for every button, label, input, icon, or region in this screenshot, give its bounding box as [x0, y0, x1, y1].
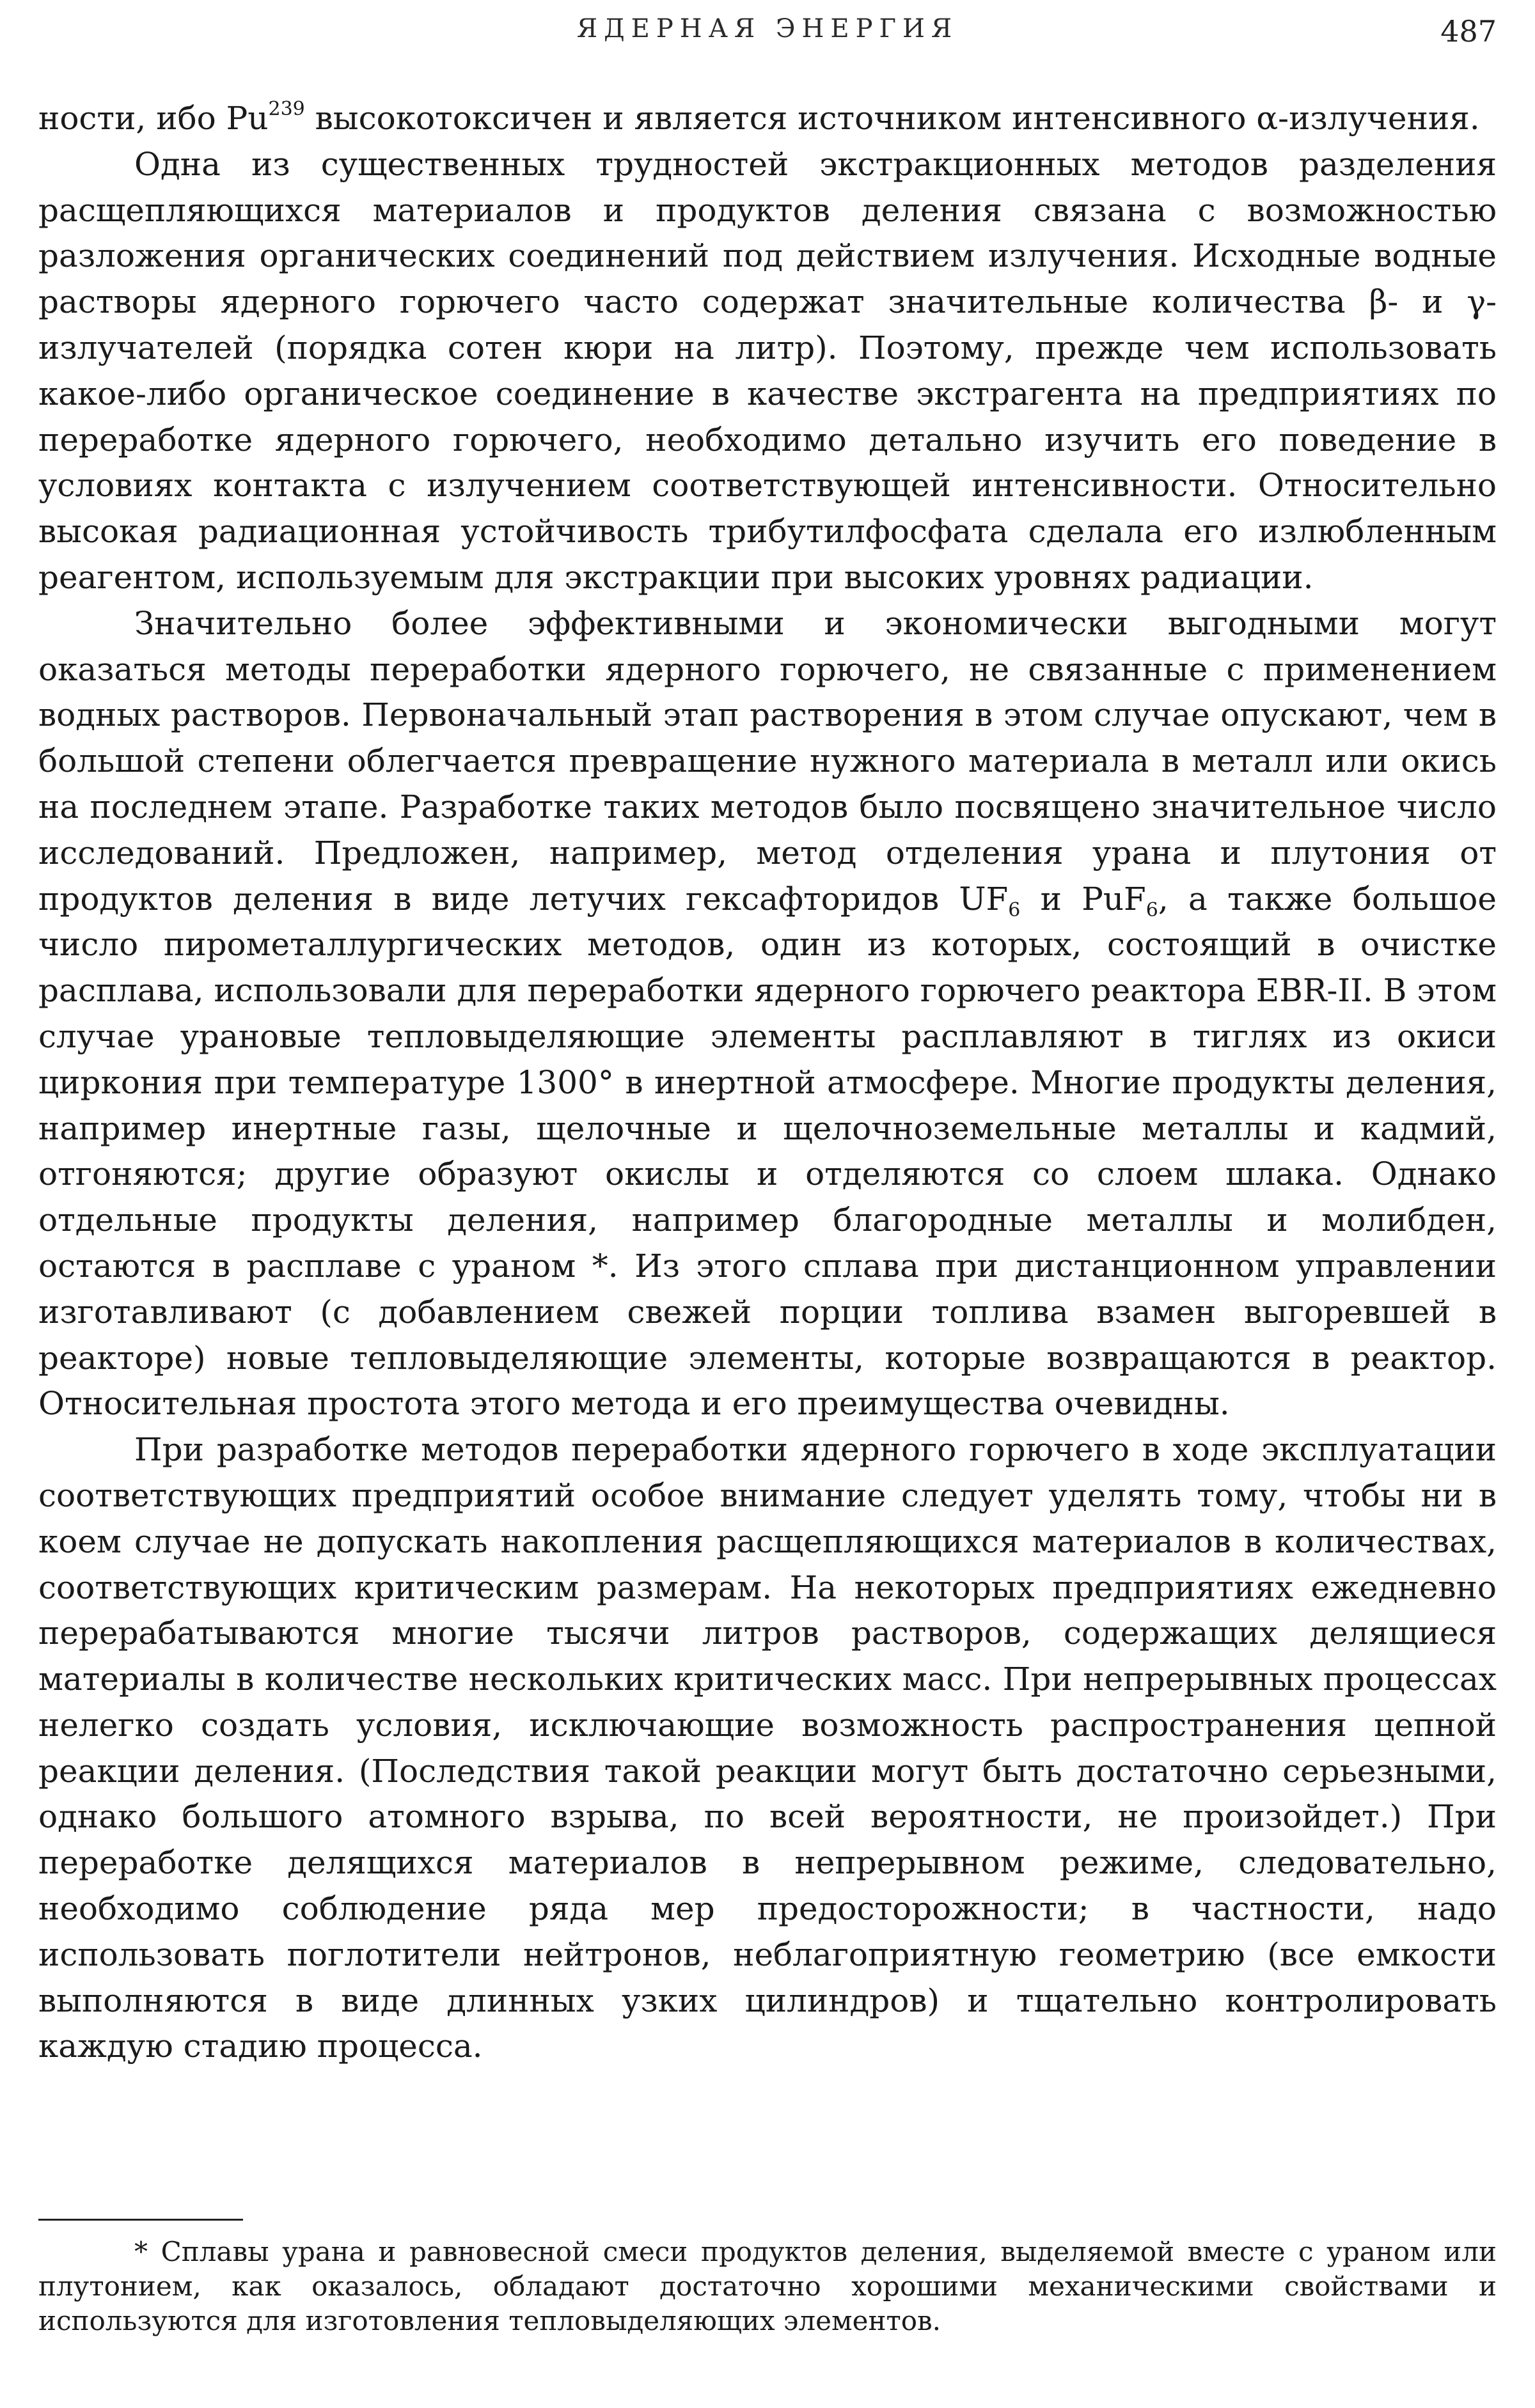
footnote: * Сплавы урана и равновесной смеси продуктов деления, выделяемой вместе с ураном или плутонием, как оказалось, обладают достаточно хорошими механическими свойствами и используются для изготовления тепловыделяющих элементов. — [38, 2236, 1497, 2336]
running-title: ЯДЕРНАЯ ЭНЕРГИЯ — [576, 14, 959, 43]
paragraph-continuation: ности, ибо Pu$^{239}$ высокотоксичен и является источником интенсивного α-излучения. — [38, 98, 1480, 137]
paragraph-extraction-radiation: Одна из существенных трудностей экстракционных методов разделения расщепляющихся материалов и продуктов деления связана с возможностью разложения органических соединений под действием излучения. Исходные водные растворы ядерного горючего часто содержат значительные количества β- и γ-излучателей (порядка сотен кюри на литр). Поэтому, прежде чем использовать какое-либо органическое соединение в качестве экстрагента на предприятиях по переработке ядерного горючего, необходимо детально изучить его поведение в условиях контакта с излучением соответствующей интенсивности. Относительно высокая радиационная устойчивость трибутилфосфата сделала его излюбленным реагентом, используемым для экстракции при высоких уровнях радиации. — [38, 145, 1497, 596]
footnote-divider — [38, 2219, 243, 2221]
page-number: 487 — [1440, 14, 1497, 49]
paragraph-criticality-safety: При разработке методов переработки ядерного горючего в ходе эксплуатации соответствующих предприятий особое внимание следует уделять тому, чтобы ни в коем случае не допускать накопления расщепляющихся материалов в количествах, соответствующих критическим размерам. На некоторых предприятиях ежедневно перерабатываются многие тысячи литров растворов, содержащих делящиеся материалы в количестве нескольких критических масс. При непрерывных процессах нелегко создать условия, исключающие возможность распространения цепной реакции деления. (Последствия такой реакции могут быть достаточно серьезными, однако большого атомного взрыва, по всей вероятности, не произойдет.) При переработке делящихся материалов в непрерывном режиме, следовательно, необходимо соблюдение ряда мер предосторожности; в частности, надо использовать поглотители нейтронов, неблагоприятную геометрию (все емкости выполняются в виде длинных узких цилиндров) и тщательно контролировать каждую стадию процесса. — [38, 1431, 1497, 2065]
isotope-superscript: 239 — [268, 98, 305, 120]
formula-subscript: 6 — [1145, 898, 1158, 921]
paragraph-nonaqueous-methods: Значительно более эффективными и экономически выгодными могут оказаться методы переработки ядерного горючего, не связанные с применением водных растворов. Первоначальный этап растворения в этом случае опускают, чем в большой степени облегчается превращение нужного материала в металл или окись на последнем этапе. Разработке таких методов было посвящено значительное число исследований. Предложен, например, метод отделения урана и плутония от продуктов деления в виде летучих гексафторидов $UF_6$ и PuF$_6$, а также большое число пирометаллургических методов, один из которых, состоящий в очистке расплава, использовали для переработки ядерного горючего реактора EBR-II. В этом случае урановые тепловыделяющие элементы расплавляют в тиглях из окиси циркония при температуре 1300° в инертной атмосфере. Многие продукты деления, например инертные газы, щелочные и щелочноземельные металлы и кадмий, отгоняются; другие образуют окислы и отделяются со слоем шлака. Однако отдельные продукты деления, например благородные металлы и молибден, остаются в расплаве с ураном *. Из этого сплава при дистанционном управлении изготавливают (с добавлением свежей порции топлива взамен выгоревшей в реакторе) новые тепловыделяющие элементы, которые возвращаются в реактор. Относительная простота этого метода и его преимущества очевидны. — [38, 604, 1497, 1423]
formula-subscript: 6 — [1008, 898, 1021, 921]
body-text — [38, 96, 1497, 2070]
page-header — [38, 14, 1497, 59]
